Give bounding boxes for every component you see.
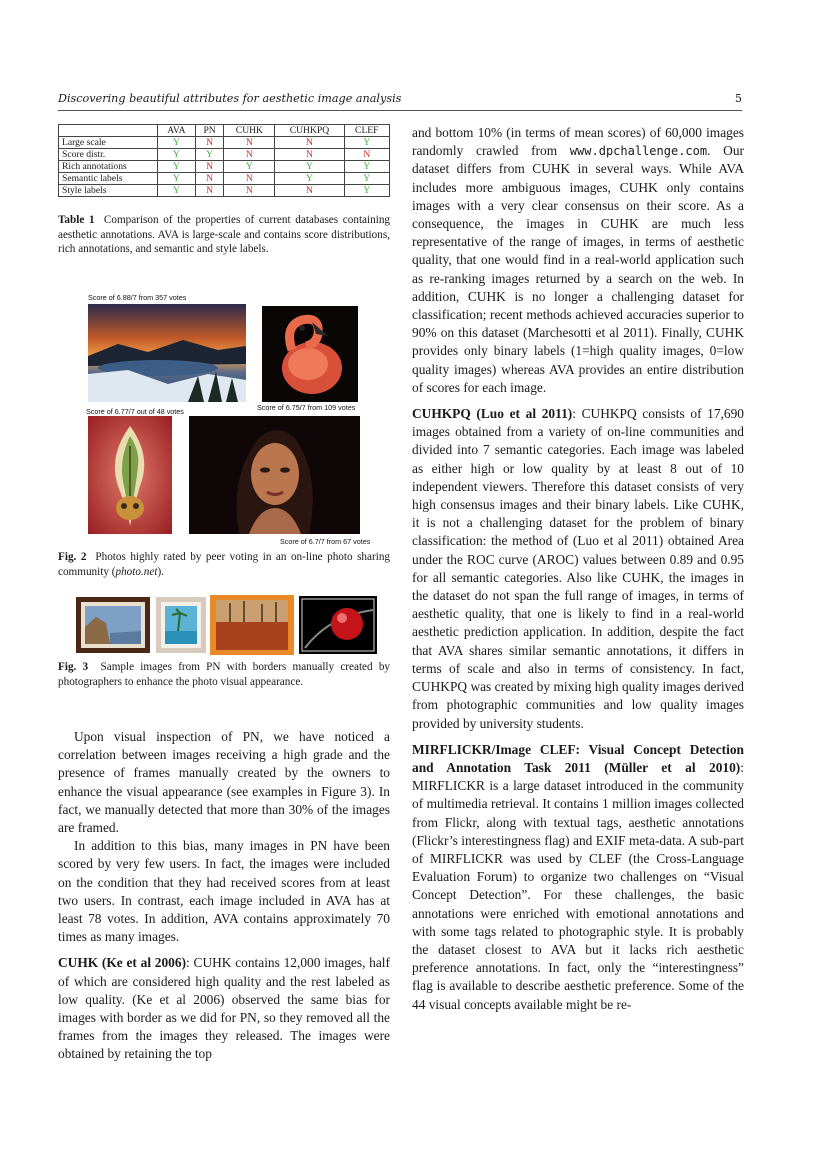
figure-3-caption bbox=[58, 660, 390, 689]
lake-sunset-photo bbox=[88, 304, 246, 402]
section-head: CUHK (Ke et al 2006) bbox=[58, 955, 187, 971]
caption-site: photo.net bbox=[115, 565, 158, 578]
table-cell: Y bbox=[275, 161, 344, 173]
caption-label: Table 1 bbox=[58, 214, 95, 226]
caption-text: Photos highly rated by peer voting in an on-line photo sharing community ( bbox=[58, 551, 391, 578]
framed-autumn-photo bbox=[210, 595, 294, 655]
table-caption bbox=[58, 213, 390, 257]
table-cell: N bbox=[195, 137, 224, 149]
table-cell: Y bbox=[158, 185, 196, 197]
table-cell: Y bbox=[344, 173, 389, 185]
table-header-cell: AVA bbox=[158, 125, 196, 137]
table-cell: Y bbox=[344, 185, 389, 197]
table-cell: N bbox=[344, 149, 389, 161]
table-cell: N bbox=[275, 137, 344, 149]
table-cell: N bbox=[224, 149, 275, 161]
table-cell: Y bbox=[344, 137, 389, 149]
table-row bbox=[59, 149, 390, 161]
table-row bbox=[59, 137, 390, 149]
comparison-table bbox=[58, 124, 390, 197]
feather-mask-photo bbox=[88, 416, 172, 534]
paragraph-text: : CUHK contains 12,000 images, half of which are considered high quality and the rest labeled as low quality. (Ke et al 2006) observed the same bias for images with border as we did for PN, so they removed all the frames from the images they released. The images were obtained by retaining the top bbox=[58, 955, 390, 1062]
figure-3 bbox=[74, 594, 390, 656]
running-header bbox=[58, 92, 742, 111]
vote-label: Score of 6.7/7 from 67 votes bbox=[280, 537, 371, 546]
table-cell: Y bbox=[224, 161, 275, 173]
vote-label: Score of 6.75/7 from 109 votes bbox=[257, 403, 356, 412]
framed-red-ball-photo bbox=[299, 596, 377, 654]
caption-text: Comparison of the properties of current databases containing aesthetic annotations. AVA is large-scale and contains score distributions, rich annotations, and semantic and style labels. bbox=[58, 214, 391, 256]
portrait-photo bbox=[189, 416, 360, 534]
left-column bbox=[58, 120, 390, 1120]
table-cell: Y bbox=[158, 149, 196, 161]
paragraph-text: . Our dataset differs from CUHK in several ways. While AVA includes more ambiguous images, CUHK only contains images with a very clear consensus on their score. As a consequence, the images in CUHK are much less representative of the range of images, in terms of aesthetic quality, that one would find in a real-world application such as re-ranking images returned by a search on the web. In addition, CUHK is no longer a challenging dataset for classification; recent methods achieved accuracies superior to 90% on this dataset (Marchesotti et al 2011). Finally, CUHK provides only binary labels (1=high quality images, 0=low quality images) whereas AVA provides an entire distribution of scores for each image. bbox=[412, 143, 744, 395]
framed-rock-photo bbox=[76, 597, 150, 653]
table-header-cell: CUHKPQ bbox=[275, 125, 344, 137]
table-cell: N bbox=[224, 137, 275, 149]
vote-label: Score of 6.77/7 out of 48 votes bbox=[86, 407, 184, 416]
flamingo-photo bbox=[262, 306, 358, 402]
table-cell: Y bbox=[195, 149, 224, 161]
table-cell: N bbox=[195, 185, 224, 197]
paragraph: Upon visual inspection of PN, we have noticed a correlation between images receiving a high grade and the presence of frames manually created by the owners to enhance the visual appearance (see examples in Figure 3). In fact, we manually detected that more than 30% of the images are framed. bbox=[58, 729, 390, 836]
table-cell: Y bbox=[158, 173, 196, 185]
row-label: Score distr. bbox=[59, 149, 158, 161]
table-row bbox=[59, 161, 390, 173]
table-row bbox=[59, 185, 390, 197]
caption-label: Fig. 3 bbox=[58, 661, 89, 673]
paragraph: In addition to this bias, many images in PN have been scored by very few users. In fact, the images were included on the condition that they had received scores from at least two users. In contrast, each image included in AVA has at least 78 votes. In addition, AVA contains approximately 70 times as many images. bbox=[58, 838, 390, 945]
left-body-text bbox=[58, 728, 390, 1064]
row-label: Large scale bbox=[59, 137, 158, 149]
page-number: 5 bbox=[734, 92, 742, 105]
running-title: Discovering beautiful attributes for aesthetic image analysis bbox=[58, 92, 402, 105]
table-cell: N bbox=[195, 161, 224, 173]
table-cell: Y bbox=[158, 137, 196, 149]
row-label: Semantic labels bbox=[59, 173, 158, 185]
caption-end: ). bbox=[157, 565, 164, 578]
caption-text: Sample images from PN with borders manually created by photographers to enhance the photo visual appearance. bbox=[58, 661, 391, 688]
paragraph bbox=[412, 741, 744, 1014]
table-header-cell: PN bbox=[195, 125, 224, 137]
paragraph-text: and bottom 10% (in terms of mean scores) of 60,000 images randomly crawled from bbox=[412, 125, 744, 159]
right-column bbox=[412, 124, 744, 1124]
table-header-cell: CLEF bbox=[344, 125, 389, 137]
table-header-row bbox=[59, 125, 390, 137]
section-head: MIRFLICKR/Image CLEF: Visual Concept Detection and Annotation Task 2011 (Müller et al 2010) bbox=[412, 741, 744, 775]
paragraph-text: : MIRFLICKR is a large dataset introduced in the community of multimedia retrieval. It contains 1 million images collected from Flickr, along with textual tags, aesthetic annotations (Flickr’s interestingness flag) and EXIF meta-data. A sub-part of MIRFLICKR was used by CLEF (the Cross-Language Evaluation Forum) to organize two challenges on “Visual Concept Detection”. For these challenges, the basic annotations were enriched with emotional annotations and with some tags related to photographic style. It is probably the dataset closest to AVA but it lacks rich aesthetic preference annotations. In fact, only the “interestingness” flag is available to describe aesthetic preference. Some of the 44 visual concepts available might be re- bbox=[412, 759, 744, 1012]
row-label: Style labels bbox=[59, 185, 158, 197]
url-text: www.dpchallenge.com bbox=[569, 144, 708, 159]
table-cell: N bbox=[195, 173, 224, 185]
table-cell: N bbox=[224, 185, 275, 197]
table-cell: Y bbox=[344, 161, 389, 173]
vote-label: Score of 6.88/7 from 357 votes bbox=[88, 293, 187, 302]
section-head: CUHKPQ (Luo et al 2011) bbox=[412, 406, 573, 422]
row-label: Rich annotations bbox=[59, 161, 158, 173]
paragraph bbox=[412, 405, 744, 733]
paragraph bbox=[412, 124, 744, 397]
table-header-cell: CUHK bbox=[224, 125, 275, 137]
table-cell: N bbox=[275, 185, 344, 197]
table-cell: Y bbox=[275, 173, 344, 185]
framed-beach-photo bbox=[156, 597, 206, 653]
figure-2-caption bbox=[58, 550, 390, 579]
table-header-cell bbox=[59, 125, 158, 137]
table-cell: Y bbox=[158, 161, 196, 173]
figure-2 bbox=[58, 290, 390, 560]
table-cell: N bbox=[224, 173, 275, 185]
table-row bbox=[59, 173, 390, 185]
table-cell: N bbox=[275, 149, 344, 161]
paragraph bbox=[58, 954, 390, 1063]
paragraph-text: : CUHKPQ consists of 17,690 images obtained from a variety of on-line communities and divided into 7 semantic categories. Each image was labeled as either high or low quality by at least 8 out of 10 independent viewers. Therefore this dataset consists of very high consensus images and their binary labels. Like CUHK, it is not a challenging dataset for the problem of binary classification: the method of (Luo et al 2011) obtained Area under the ROC curve (AROC) values between 0.89 and 0.95 for all semantic categories. Also like CUHK, the images in the dataset do not span the full range of images, in terms of aesthetic quality, that one is likely to find in a real-world aesthetic prediction application. In addition, despite the fact that AVA shares similar semantic annotations, it differs in terms of scale and also in terms of consistency. In fact, CUHKPQ was created by mixing high quality images derived from photographic communities and low quality images provided by university students. bbox=[412, 406, 745, 731]
caption-label: Fig. 2 bbox=[58, 551, 87, 563]
